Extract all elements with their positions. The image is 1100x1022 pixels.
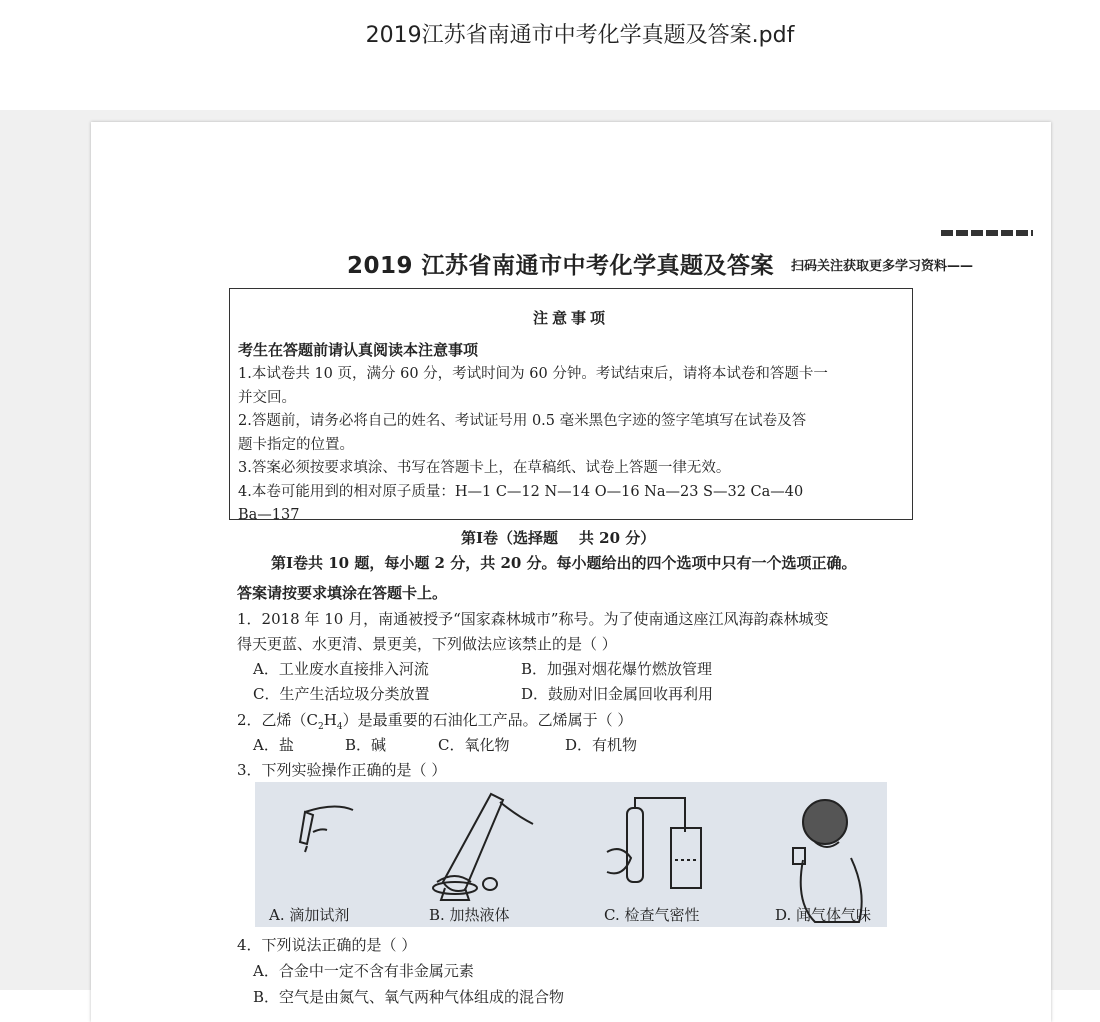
question-4: 4．下列说法正确的是（ ） [237,936,417,954]
q1-option-c: C．生产生活垃圾分类放置 [253,685,430,703]
notice-lines [238,363,910,528]
q2-subscript: 2 [318,722,324,732]
viewer-body[interactable] [0,110,1100,1006]
notice-line: 2.答题前，请务必将自己的姓名、考试证号用 0.5 毫米黑色字迹的签字笔填写在试卷及答 [238,413,807,429]
notice-line: 4.本卷可能用到的相对原子质量：H—1 C—12 N—14 O—16 Na—23 S—32 Ca—40 [238,483,804,500]
section-instruction: 答案请按要求填涂在答题卡上。 [237,584,448,602]
corner-mark [941,230,1033,236]
q2-option-a: A．盐 [253,736,294,754]
figure-label-b: B. 加热液体 [429,906,510,924]
dropper-illustration [300,806,353,852]
q1-option-b: B．加强对烟花爆竹燃放管理 [521,660,713,678]
experiment-figure [255,782,887,927]
question-3: 3．下列实验操作正确的是（ ） [237,761,447,779]
figure-label-d: D. 闻气体气味 [775,906,872,924]
question-2 [237,709,632,732]
q2-subscript: 4 [336,722,343,732]
q2-text-post: ）是最重要的石油化工产品。乙烯属于（ ） [342,711,633,729]
promo-text: 扫码关注获取更多学习资料—— [791,259,974,274]
viewer-header [0,0,1100,110]
question-1-line-1: 1．2018 年 10 月，南通被授予“国家森林城市”称号。为了使南通这座江风海韵森林城变 [237,610,829,628]
notice-line: 1.本试卷共 10 页，满分 60 分，考试时间为 60 分钟。考试结束后，请将本试卷和答题卡一 [238,366,828,382]
notice-line: 3.答案必须按要求填涂、书写在答题卡上，在草稿纸、试卷上答题一律无效。 [238,460,731,476]
document-title: 2019 江苏省南通市中考化学真题及答案 [347,253,775,279]
notice-box [229,288,913,523]
pdf-page [91,122,1051,1022]
q4-option-a: A．合金中一定不含有非金属元素 [253,962,474,980]
question-1-line-2: 得天更蓝、水更清、景更美，下列做法应该禁止的是（ ） [237,635,617,653]
q4-option-b: B．空气是由氮气、氧气两种气体组成的混合物 [253,988,565,1006]
notice-line: 并交回。 [238,389,296,406]
q2-option-b: B．碱 [345,736,387,754]
notice-subheading: 考生在答题前请认真阅读本注意事项 [238,341,479,359]
notice-line: 题卡指定的位置。 [238,436,354,453]
file-title: 2019江苏省南通市中考化学真题及答案.pdf [365,23,795,48]
heating-illustration [433,794,533,900]
section-intro: 第Ⅰ卷共 10 题，每小题 2 分，共 20 分。每小题给出的四个选项中只有一个选项正确。 [271,554,857,572]
q2-option-d: D．有机物 [565,736,638,754]
figure-label-a: A. 滴加试剂 [269,906,350,924]
q2-option-c: C．氧化物 [438,736,510,754]
figure-label-c: C. 检查气密性 [604,906,700,924]
q1-option-a: A．工业废水直接排入河流 [253,660,429,678]
q1-option-d: D．鼓励对旧金属回收再利用 [521,685,714,703]
airtight-check-illustration [607,798,701,888]
notice-line: Ba—137 [238,507,300,523]
notice-heading: 注意事项 [532,309,609,327]
q2-text-mid: H [323,711,337,729]
q2-text-pre: 2．乙烯（C [237,711,319,729]
section-title: 第Ⅰ卷（选择题 共 20 分） [461,529,656,547]
